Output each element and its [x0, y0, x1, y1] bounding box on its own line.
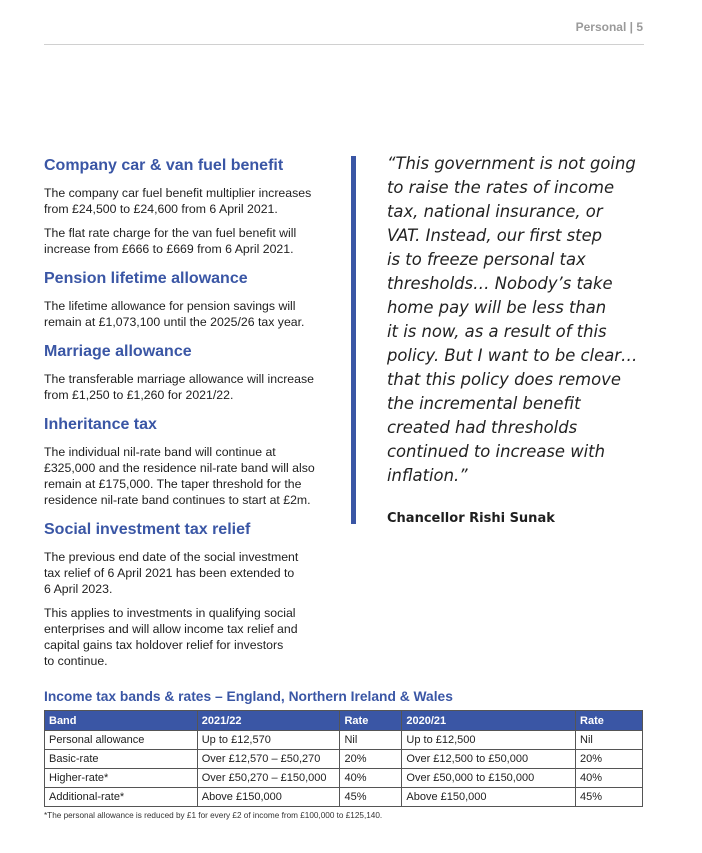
- section-paragraph: This applies to investments in qualifying social enterprises and will allow income tax relief and capital gains tax holdover relief for investors to continue.: [44, 606, 298, 668]
- section-title: Pension lifetime allowance: [44, 270, 248, 287]
- table-cell: Above £150,000: [402, 788, 576, 807]
- table-cell: 40%: [340, 769, 402, 788]
- income-tax-table: [44, 710, 643, 807]
- quote-author: Chancellor Rishi Sunak: [387, 511, 555, 526]
- table-row: [45, 731, 643, 750]
- table-cell: 40%: [576, 769, 643, 788]
- table-cell: 45%: [576, 788, 643, 807]
- table-header-cell: Band: [45, 711, 198, 731]
- section-title: Marriage allowance: [44, 343, 192, 360]
- table-cell: Over £50,000 to £150,000: [402, 769, 576, 788]
- table-cell: Additional-rate*: [45, 788, 198, 807]
- table-header-cell: 2020/21: [402, 711, 576, 731]
- section-company-car: [44, 156, 334, 257]
- table-cell: 45%: [340, 788, 402, 807]
- page-number-label: Personal | 5: [575, 20, 643, 34]
- table-title: Income tax bands & rates – England, Northern Ireland & Wales: [44, 689, 453, 704]
- section-title: Company car & van fuel benefit: [44, 157, 284, 174]
- section-pension: [44, 269, 334, 330]
- section-title: Social investment tax relief: [44, 521, 251, 538]
- table-cell: Personal allowance: [45, 731, 198, 750]
- table-cell: 20%: [340, 750, 402, 769]
- section-marriage: [44, 342, 334, 403]
- page-header: [44, 18, 644, 45]
- section-paragraph: The flat rate charge for the van fuel benefit will increase from £666 to £669 from 6 April 2021.: [44, 226, 297, 256]
- pull-quote: “This government is not going to raise the rates of income tax, national insurance, or VAT. Instead, our first step is to freeze personal tax thresholds… Nobody’s take home pay will be less than it is now, as a result of this policy. But I want to be clear… that this policy does remove the incremental benefit created had thresholds continued to increase with inflation.”: [387, 154, 638, 485]
- table-cell: Nil: [576, 731, 643, 750]
- section-paragraph: The individual nil-rate band will continue at £325,000 and the residence nil-rate band will also remain at £175,000. The taper threshold for the residence nil-rate band continues to start at £2m.: [44, 445, 315, 507]
- table-cell: Over £12,570 – £50,270: [197, 750, 340, 769]
- table-header-cell: Rate: [340, 711, 402, 731]
- section-paragraph: The company car fuel benefit multiplier increases from £24,500 to £24,600 from 6 April 2021.: [44, 186, 312, 216]
- table-row: [45, 750, 643, 769]
- table-cell: Over £12,500 to £50,000: [402, 750, 576, 769]
- section-paragraph: The lifetime allowance for pension savings will remain at £1,073,100 until the 2025/26 tax year.: [44, 299, 305, 329]
- table-header-row: [45, 711, 643, 731]
- table-cell: Basic-rate: [45, 750, 198, 769]
- section-paragraph: The transferable marriage allowance will increase from £1,250 to £1,260 for 2021/22.: [44, 372, 314, 402]
- section-inheritance: [44, 415, 334, 508]
- table-cell: Nil: [340, 731, 402, 750]
- section-title: Inheritance tax: [44, 416, 157, 433]
- section-paragraph: The previous end date of the social investment tax relief of 6 April 2021 has been extended to 6 April 2023.: [44, 550, 299, 596]
- table-footnote: *The personal allowance is reduced by £1 for every £2 of income from £100,000 to £125,140.: [44, 811, 383, 820]
- table-cell: Above £150,000: [197, 788, 340, 807]
- table-row: [45, 769, 643, 788]
- table-header-cell: 2021/22: [197, 711, 340, 731]
- quote-accent-bar: [351, 156, 356, 524]
- left-column: [44, 156, 334, 681]
- table-header-cell: Rate: [576, 711, 643, 731]
- table-row: [45, 788, 643, 807]
- table-cell: Over £50,270 – £150,000: [197, 769, 340, 788]
- table-cell: Up to £12,570: [197, 731, 340, 750]
- table-cell: Higher-rate*: [45, 769, 198, 788]
- table-cell: 20%: [576, 750, 643, 769]
- table-cell: Up to £12,500: [402, 731, 576, 750]
- section-social-investment: [44, 520, 334, 669]
